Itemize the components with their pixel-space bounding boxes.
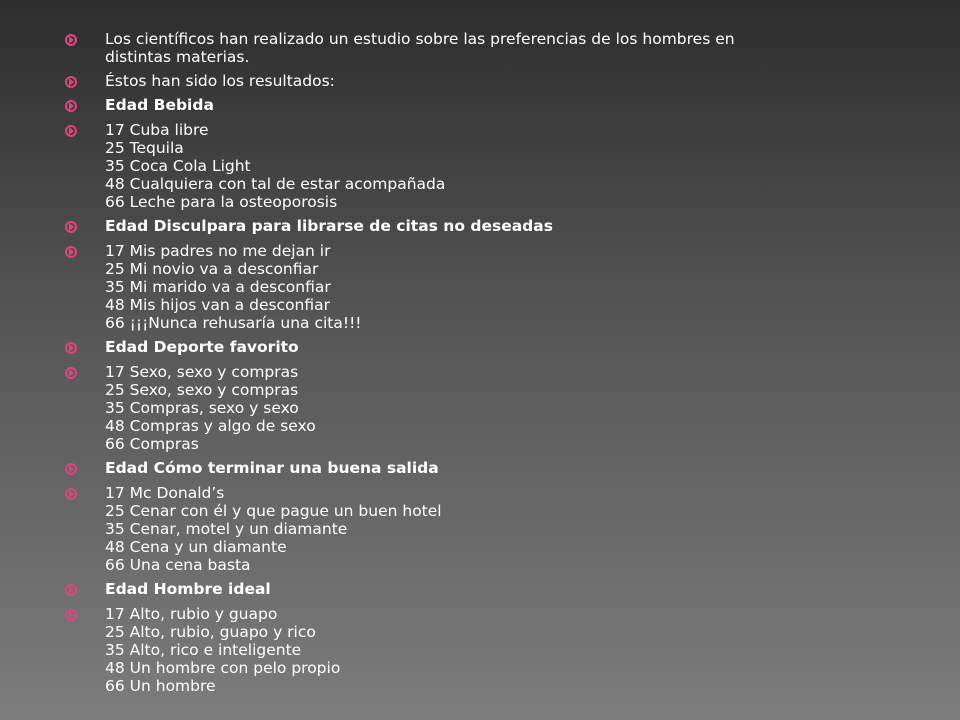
bullet-line: 17 Mc Donald’s	[105, 484, 225, 502]
bullet-line: 25 Tequila	[105, 139, 184, 157]
bullet-heading	[64, 96, 924, 114]
bullet-item	[64, 242, 924, 332]
circle-arrow-bullet-icon	[65, 221, 77, 233]
bullet-heading	[64, 459, 924, 477]
circle-arrow-bullet-icon	[65, 488, 77, 500]
bullet-line: 48 Cualquiera con tal de estar acompañada	[105, 175, 446, 193]
bullet-line: 66 Compras	[105, 435, 199, 453]
circle-arrow-bullet-icon	[65, 100, 77, 112]
circle-arrow-bullet-icon	[65, 463, 77, 475]
circle-arrow-bullet-icon	[65, 246, 77, 258]
bullet-list	[64, 30, 924, 701]
bullet-line: 35 Coca Cola Light	[105, 157, 251, 175]
bullet-line: 66 Una cena basta	[105, 556, 251, 574]
bullet-item	[64, 121, 924, 211]
bullet-item	[64, 72, 924, 90]
bullet-line: 66 Un hombre	[105, 677, 216, 695]
bullet-line: 66 ¡¡¡Nunca rehusaría una cita!!!	[105, 314, 362, 332]
circle-arrow-bullet-icon	[65, 76, 77, 88]
bullet-line: Éstos han sido los resultados:	[105, 72, 335, 90]
bullet-line: 35 Cenar, motel y un diamante	[105, 520, 348, 538]
bullet-line: 25 Mi novio va a desconfiar	[105, 260, 319, 278]
bullet-heading	[64, 217, 924, 235]
bullet-line: 17 Cuba libre	[105, 121, 209, 139]
bullet-item	[64, 484, 924, 574]
bullet-line: 25 Sexo, sexo y compras	[105, 381, 299, 399]
bullet-line: 48 Un hombre con pelo propio	[105, 659, 341, 677]
circle-arrow-bullet-icon	[65, 367, 77, 379]
bullet-line: Edad Cómo terminar una buena salida	[105, 459, 439, 477]
bullet-line: 48 Cena y un diamante	[105, 538, 287, 556]
bullet-line: 17 Sexo, sexo y compras	[105, 363, 299, 381]
bullet-line: distintas materias.	[105, 48, 250, 66]
bullet-item	[64, 605, 924, 695]
circle-arrow-bullet-icon	[65, 34, 77, 46]
bullet-line: Edad Deporte favorito	[105, 338, 299, 356]
bullet-line: 25 Alto, rubio, guapo y rico	[105, 623, 316, 641]
circle-arrow-bullet-icon	[65, 125, 77, 137]
bullet-heading	[64, 338, 924, 356]
bullet-line: 17 Mis padres no me dejan ir	[105, 242, 331, 260]
bullet-line: 48 Mis hijos van a desconfiar	[105, 296, 331, 314]
bullet-line: 66 Leche para la osteoporosis	[105, 193, 338, 211]
bullet-line: 17 Alto, rubio y guapo	[105, 605, 278, 623]
bullet-line: Edad Disculpara para librarse de citas no deseadas	[105, 217, 553, 235]
bullet-heading	[64, 580, 924, 598]
bullet-item	[64, 363, 924, 453]
bullet-line: Edad Bebida	[105, 96, 214, 114]
bullet-line: 25 Cenar con él y que pague un buen hotel	[105, 502, 442, 520]
bullet-line: Edad Hombre ideal	[105, 580, 271, 598]
bullet-line: 35 Mi marido va a desconfiar	[105, 278, 331, 296]
bullet-line: 48 Compras y algo de sexo	[105, 417, 316, 435]
circle-arrow-bullet-icon	[65, 609, 77, 621]
bullet-line: Los científicos han realizado un estudio sobre las preferencias de los hombres en	[105, 30, 735, 48]
circle-arrow-bullet-icon	[65, 584, 77, 596]
bullet-line: 35 Alto, rico e inteligente	[105, 641, 302, 659]
circle-arrow-bullet-icon	[65, 342, 77, 354]
bullet-line: 35 Compras, sexo y sexo	[105, 399, 299, 417]
bullet-item	[64, 30, 924, 66]
